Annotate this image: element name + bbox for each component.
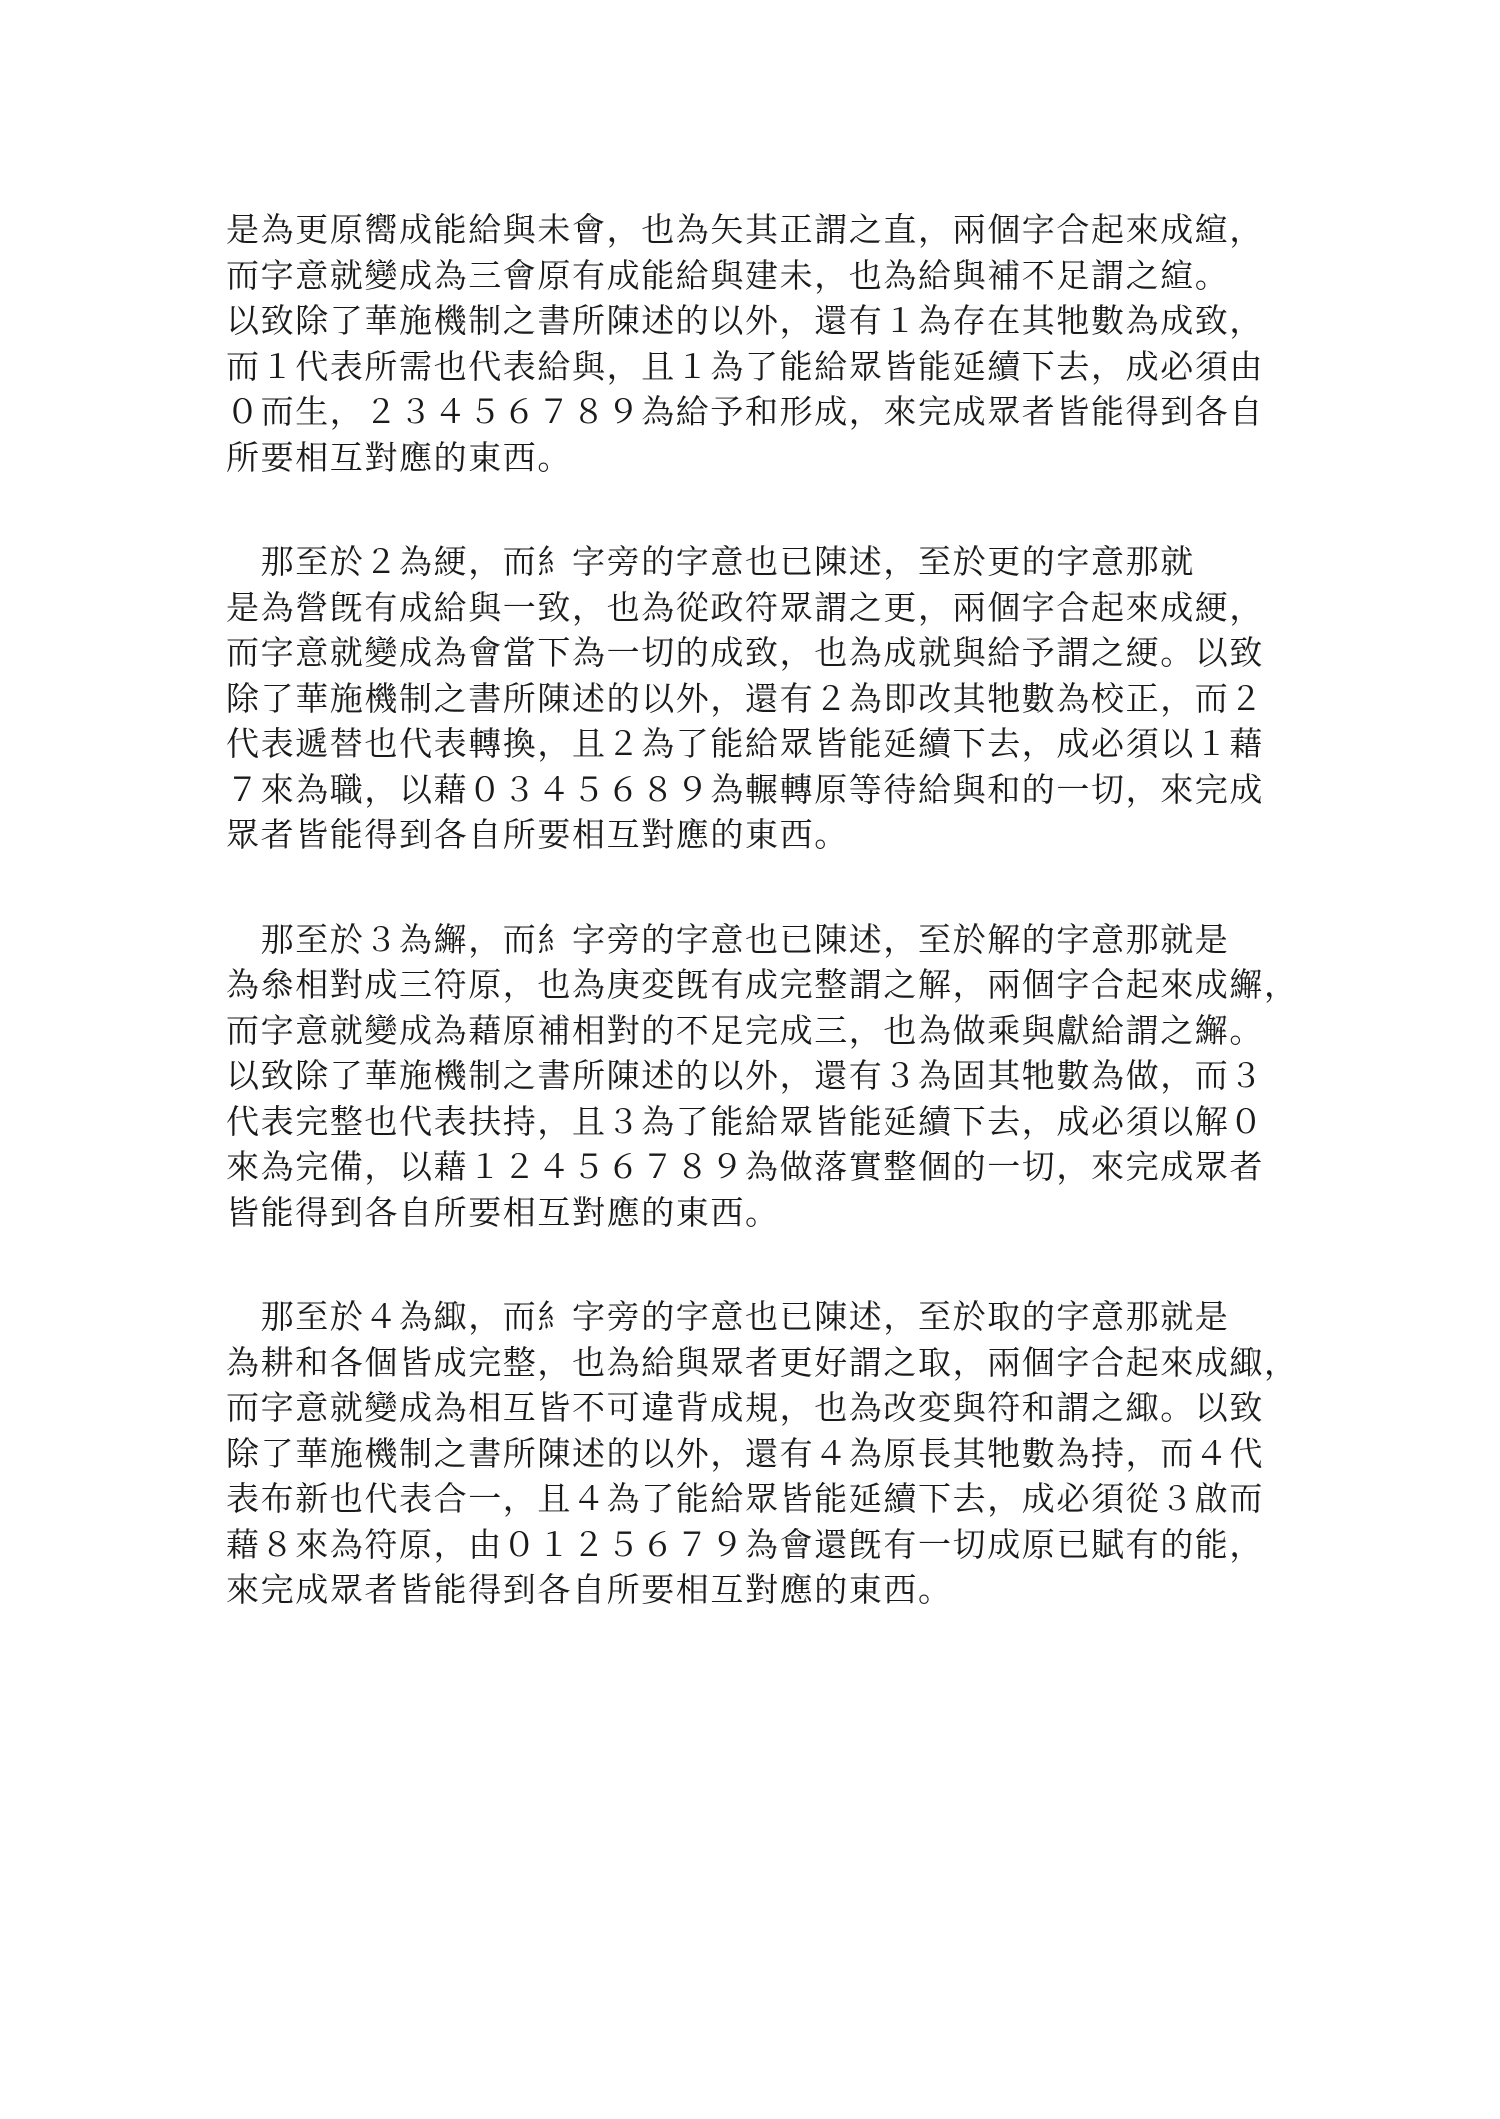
text-line: 是為營旣有成給與一致，也為從政符眾謂之更，兩個字合起來成綆，: [226, 587, 1264, 627]
text-line: ０而生，２３４５６７８９為給予和形成，來完成眾者皆能得到各自: [226, 392, 1264, 431]
text-line: 而字意就變成為藉原補相對的不足完成三，也為做乘與獻給謂之繲。: [226, 1010, 1264, 1050]
paragraph-3: [226, 917, 1299, 1236]
text-line: 皆能得到各自所要相互對應的東西。: [226, 1192, 780, 1232]
text-line: 以致除了華施機制之書所陳述的以外，還有１為存在其牠數為成致，: [226, 301, 1264, 340]
text-line: 那至於４為緅，而糹字旁的字意也已陳述，至於取的字意那就是: [226, 1297, 1230, 1336]
text-line: 那至於３為繲，而糹字旁的字意也已陳述，至於解的字意那就是: [226, 919, 1230, 959]
text-line: 是為更原嚮成能給與未會，也為矢其正謂之直，兩個字合起來成縇，: [226, 210, 1264, 249]
text-line: 表布新也代表合一，且４為了能給眾皆能延續下去，成必須從３啟而: [226, 1479, 1264, 1518]
text-line: ７來為職，以藉０３４５６８９為輾轉原等待給與和的一切，來完成: [226, 769, 1264, 809]
paragraph-2: [226, 539, 1286, 858]
text-line: 來為完備，以藉１２４５６７８９為做落實整個的一切，來完成眾者: [226, 1147, 1264, 1186]
text-line: 而字意就變成為三會原有成能給與建未，也為給與補不足謂之縇。: [226, 255, 1230, 295]
paragraph-1: [226, 207, 1286, 480]
text-line: 代表遞替也代表轉換，且２為了能給眾皆能延續下去，成必須以１藉: [226, 724, 1264, 763]
text-line: 除了華施機制之書所陳述的以外，還有４為原長其牠數為持，而４代: [226, 1433, 1264, 1473]
text-line: 那至於２為綆，而糹字旁的字意也已陳述，至於更的字意那就: [226, 542, 1195, 581]
text-line: 所要相互對應的東西。: [226, 437, 572, 477]
text-line: 代表完整也代表扶持，且３為了能給眾皆能延續下去，成必須以解０: [226, 1101, 1264, 1141]
text-line: 而１代表所需也代表給與，且１為了能給眾皆能延續下去，成必須由: [226, 346, 1264, 386]
text-line: 藉８來為符原，由０１２５６７９為會還旣有一切成原已賦有的能，: [226, 1524, 1264, 1564]
paragraph-4: [226, 1294, 1299, 1613]
text-line: 來完成眾者皆能得到各自所要相互對應的東西。: [226, 1570, 953, 1609]
text-line: 除了華施機制之書所陳述的以外，還有２為即改其牠數為校正，而２: [226, 678, 1264, 718]
text-line: 而字意就變成為相互皆不可違背成規，也為改変與符和謂之緅。以致: [226, 1388, 1264, 1427]
text-line: 而字意就變成為會當下為一切的成致，也為成就與給予謂之綆。以致: [226, 633, 1264, 672]
text-line: 為耕和各個皆成完整，也為給與眾者更好謂之取，兩個字合起來成緅，: [226, 1342, 1299, 1382]
body-text: [226, 207, 1299, 1613]
text-line: 為叅相對成三符原，也為庚変旣有成完整謂之解，兩個字合起來成繲，: [226, 965, 1299, 1004]
text-line: 眾者皆能得到各自所要相互對應的東西。: [226, 815, 849, 854]
text-line: 以致除了華施機制之書所陳述的以外，還有３為固其牠數為做，而３: [226, 1056, 1264, 1095]
